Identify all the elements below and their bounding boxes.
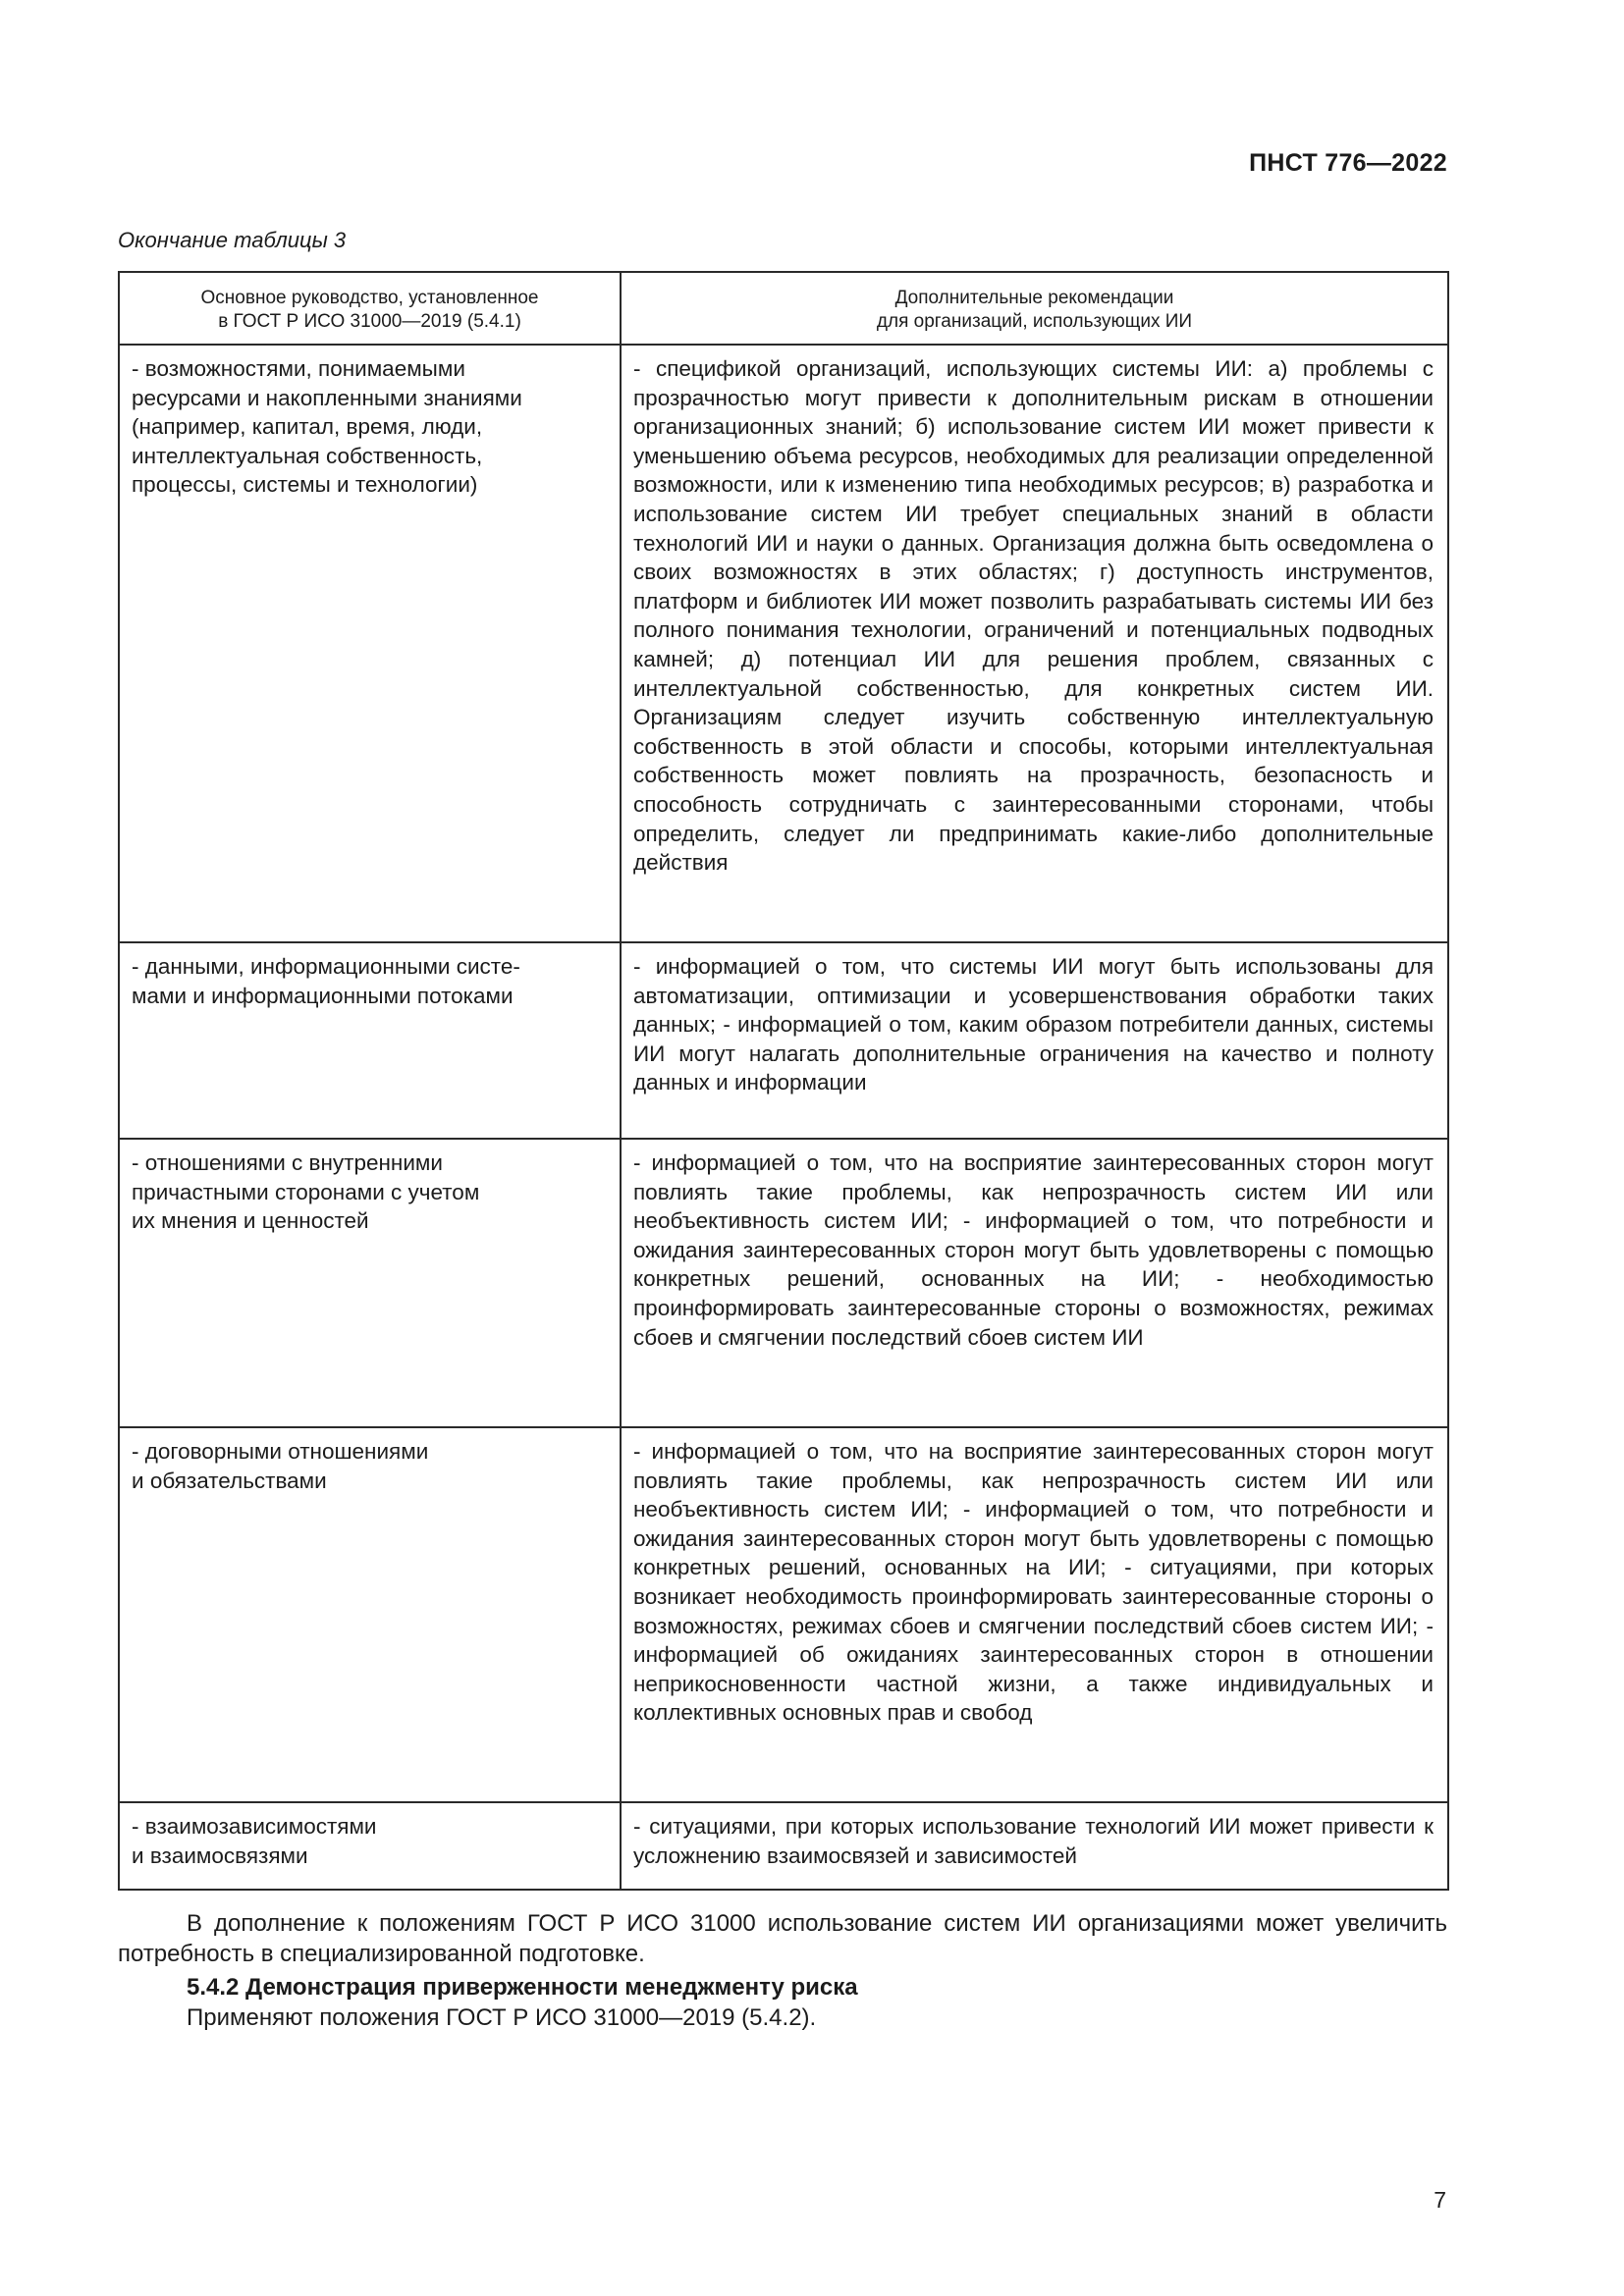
table-row — [119, 345, 1448, 942]
cell-line: мами и информационными потоками — [132, 983, 514, 1008]
section-heading: 5.4.2 Демонстрация приверженности менеджменту риска — [187, 1974, 858, 2001]
column-header-right — [621, 272, 1448, 345]
column-header-line: Дополнительные рекомендации — [894, 287, 1174, 308]
cell-line: (например, капитал, время, люди, — [132, 414, 483, 440]
cell-line: причастными сторонами с учетом — [132, 1179, 480, 1204]
column-header-line: для организаций, использующих ИИ — [876, 310, 1193, 332]
table-row — [119, 942, 1448, 1139]
guideline-cell — [119, 942, 621, 1139]
guideline-cell — [119, 1427, 621, 1802]
cell-line: - отношениями с внутренними — [132, 1150, 443, 1175]
cell-line: - возможностями, понимаемыми — [132, 356, 465, 381]
guideline-cell — [119, 345, 621, 942]
column-header-line: в ГОСТ Р ИСО 31000—2019 (5.4.1) — [218, 310, 521, 332]
table-row — [119, 1802, 1448, 1890]
recommendation-cell: - ситуациями, при которых использование технологий ИИ может привести к усложнению взаимосвязей и зависимостей — [621, 1802, 1448, 1890]
column-header-left — [119, 272, 621, 345]
page-number: 7 — [1434, 2187, 1446, 2213]
cell-line: процессы, системы и технологии) — [132, 472, 478, 498]
cell-line: - данными, информационными систе- — [132, 954, 520, 979]
recommendations-table — [118, 271, 1449, 1891]
guideline-cell — [119, 1139, 621, 1427]
table-row — [119, 1427, 1448, 1802]
recommendation-cell: - спецификой организаций, использующих системы ИИ: а) проблемы с прозрачностью могут привести к дополнительным рискам в отношении организационных знаний; б) использование систем ИИ может привести к уменьшению объема ресурсов, необходимых для реализации определенной возможности, или к изменению типа необходимых ресурсов; в) разработка и использование систем ИИ требует специальных знаний в области технологий ИИ и науки о данных. Организация должна быть осведомлена о своих возможностях в этих областях; г) доступность инструментов, платформ и библиотек ИИ может позволить разрабатывать системы ИИ без полного понимания технологии, ограничений и потенциальных подводных камней; д) потенциал ИИ для решения проблем, связанных с интеллектуальной собственностью, для конкретных систем ИИ. Организациям следует изучить собственную интеллектуальную собственность в этой области и способы, которыми интеллектуальная собственность может повлиять на прозрачность, безопасность и способность сотрудничать с заинтересованными сторонами, чтобы определить, следует ли предпринимать какие-либо дополнительные действия — [621, 345, 1448, 942]
cell-line: их мнения и ценностей — [132, 1208, 369, 1234]
cell-line: интеллектуальная собственность, — [132, 443, 483, 468]
table-caption: Окончание таблицы 3 — [118, 228, 347, 252]
cell-line: ресурсами и накопленными знаниями — [132, 385, 522, 410]
cell-line: и взаимосвязями — [132, 1842, 308, 1868]
cell-line: - договорными отношениями — [132, 1439, 429, 1464]
cell-line: - взаимозависимостями — [132, 1814, 377, 1839]
cell-line: и обязательствами — [132, 1468, 327, 1493]
document-code: ПНСТ 776—2022 — [1249, 149, 1447, 177]
recommendation-cell: - информацией о том, что на восприятие заинтересованных сторон могут повлиять такие проблемы, как непрозрачность систем ИИ или необъективность систем ИИ; - информацией о том, что потребности и ожидания заинтересованных сторон могут быть удовлетворены с помощью конкретных решений, основанных на ИИ; - ситуациями, при которых возникает необходимость проинформировать заинтересованные стороны о возможностях, режимах сбоев и смягчении последствий сбоев систем ИИ; - информацией об ожиданиях заинтересованных сторон в отношении неприкосновенности частной жизни, а также индивидуальных и коллективных основных прав и свобод — [621, 1427, 1448, 1802]
table-row — [119, 1139, 1448, 1427]
column-header-line: Основное руководство, установленное — [200, 287, 539, 308]
table-header-row — [119, 272, 1448, 345]
recommendation-cell: - информацией о том, что системы ИИ могут быть использованы для автоматизации, оптимизации и усовершенствования обработки таких данных; - информацией о том, каким образом потребители данных, системы ИИ могут налагать дополнительные ограничения на качество и полноту данных и информации — [621, 942, 1448, 1139]
section-text: Применяют положения ГОСТ Р ИСО 31000—2019 (5.4.2). — [187, 2004, 817, 2031]
guideline-cell — [119, 1802, 621, 1890]
recommendation-cell: - информацией о том, что на восприятие заинтересованных сторон могут повлиять такие проблемы, как непрозрачность систем ИИ или необъективность систем ИИ; - информацией о том, что потребности и ожидания заинтересованных сторон могут быть удовлетворены с помощью конкретных решений, основанных на ИИ; - необходимостью проинформировать заинтересованные стороны о возможностях, режимах сбоев и смягчении последствий сбоев систем ИИ — [621, 1139, 1448, 1427]
body-paragraph: В дополнение к положениям ГОСТ Р ИСО 31000 использование систем ИИ организациями может увеличить потребность в специализированной подготовке. — [118, 1910, 1447, 1967]
